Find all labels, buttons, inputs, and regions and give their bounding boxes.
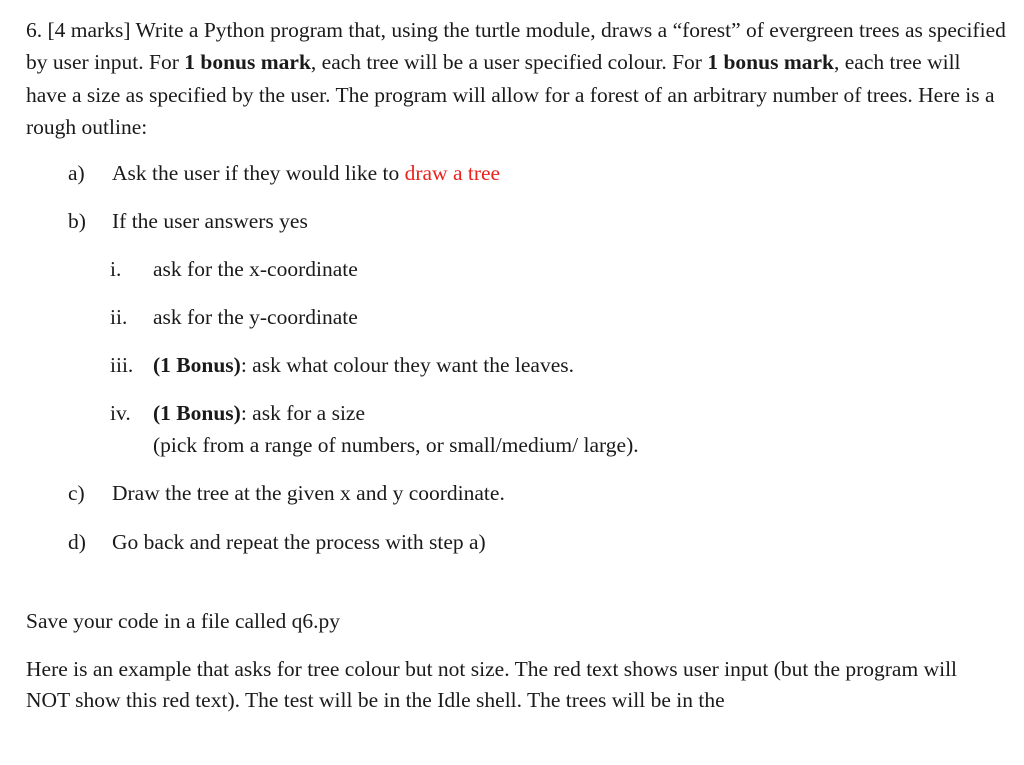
step-b-iv-text2: (pick from a range of numbers, or small/medium/ large). [153, 433, 639, 457]
step-b-i-label: i. [110, 257, 122, 281]
step-b-iii-text [153, 351, 574, 379]
step-b-iv-plain: : ask for a size [240, 401, 365, 425]
step-d-label: d) [68, 530, 86, 554]
step-d-text: Go back and repeat the process with step a) [112, 530, 486, 554]
step-a-label: a) [68, 161, 85, 185]
example-paragraph: Here is an example that asks for tree colour but not size. The red text shows user input (but the program will NOT show this red text). The test will be in the Idle shell. The trees will be in the [26, 657, 958, 712]
intro-mid: , each tree will be a user specified colour. For [310, 50, 708, 75]
step-a-text [112, 159, 500, 187]
step-a-red-text: draw a tree [404, 161, 501, 185]
question-intro [26, 14, 1006, 143]
step-b-text: If the user answers yes [112, 209, 308, 233]
step-b-iv-bonus: (1 Bonus) [153, 401, 241, 425]
step-b-iv-label: iv. [110, 401, 131, 425]
step-b-ii-text: ask for the y-coordinate [153, 305, 358, 329]
step-b-label: b) [68, 209, 86, 233]
step-b-iii-bonus: (1 Bonus) [153, 353, 241, 377]
step-c-text: Draw the tree at the given x and y coordinate. [112, 481, 505, 505]
intro-suffix: , each tree will have a size as specified by the user. The program will allow for a forest of an arbitrary number of trees. Here is a rough outline: [26, 50, 995, 139]
step-b-iii-label: iii. [110, 353, 134, 377]
bonus-mark-1: 1 bonus mark [184, 50, 311, 75]
step-b-i-text: ask for the x-coordinate [153, 257, 358, 281]
save-instruction: Save your code in a file called q6.py [26, 609, 341, 633]
step-a-plain: Ask the user if they would like to [112, 161, 405, 185]
step-b-iv-text [153, 399, 365, 427]
step-b-iii-plain: : ask what colour they want the leaves. [240, 353, 574, 377]
step-b-ii-label: ii. [110, 305, 128, 329]
step-c-label: c) [68, 481, 85, 505]
intro-prefix: 6. [4 marks] Write a Python program that, using the turtle module, draws a “forest” of evergreen trees as specified by user input. For [26, 18, 1006, 75]
bonus-mark-2: 1 bonus mark [707, 50, 834, 75]
